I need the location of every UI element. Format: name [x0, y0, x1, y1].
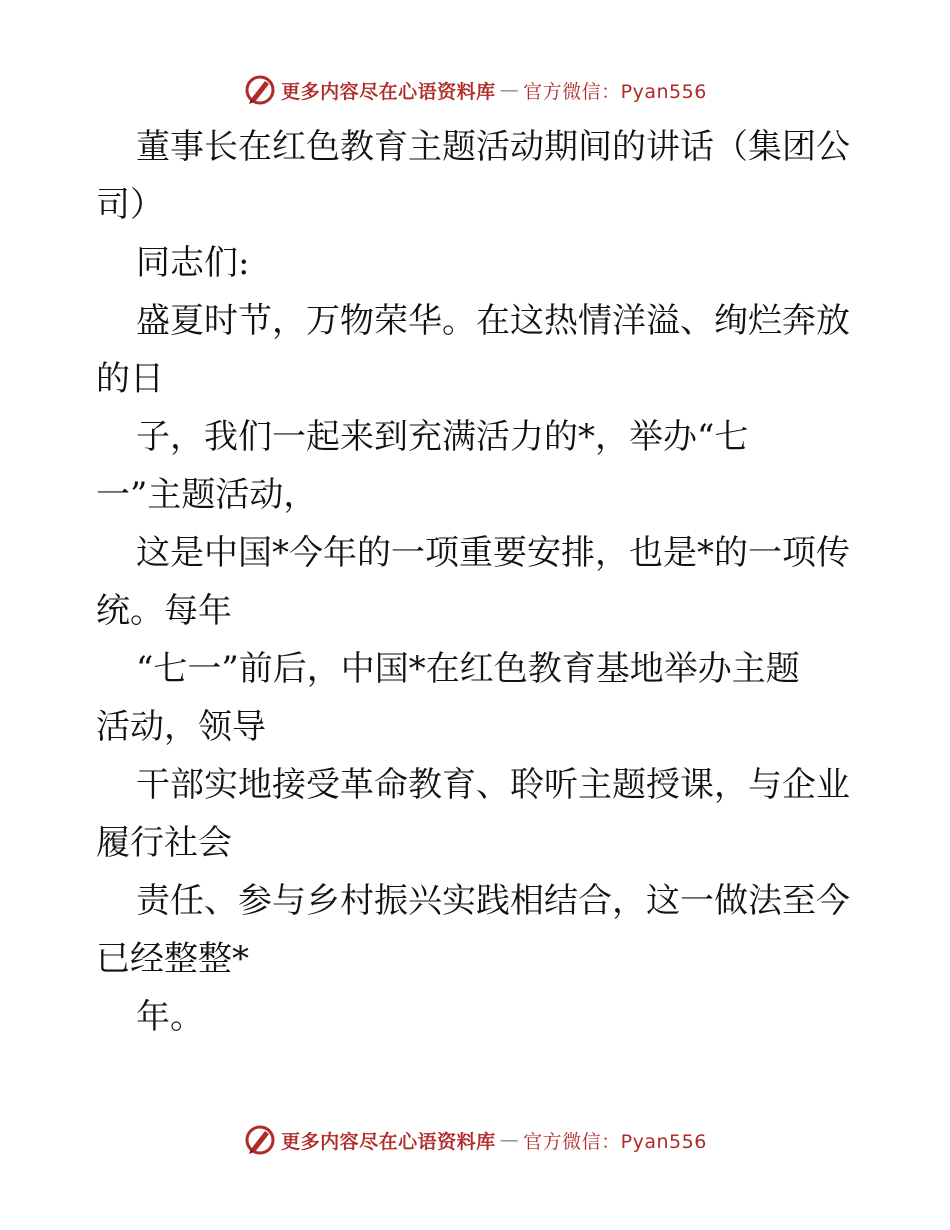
- doc-line: 子，我们一起来到充满活力的*，举办“七: [136, 417, 749, 457]
- doc-line: 年。: [136, 997, 204, 1037]
- doc-line: 干部实地接受革命教育、聆听主题授课，与企业: [136, 765, 850, 805]
- doc-line: 司）: [96, 185, 164, 225]
- footer-watermark: [0, 1120, 950, 1160]
- pen-logo-icon: [243, 1123, 277, 1157]
- doc-line: 统。每年: [96, 591, 232, 631]
- doc-line: 活动，领导: [96, 707, 266, 747]
- doc-line: “七一”前后，中国*在红色教育基地举办主题: [136, 649, 800, 689]
- doc-line: 这是中国*今年的一项重要安排，也是*的一项传: [136, 533, 850, 573]
- doc-line: 的日: [96, 359, 164, 399]
- watermark-wechat-text: 官方微信：Pyan556: [523, 1130, 707, 1153]
- document-body: [96, 118, 856, 1046]
- doc-line: 一”主题活动，: [96, 475, 318, 515]
- watermark-separator: —: [499, 1129, 520, 1151]
- header-watermark: [0, 70, 950, 110]
- watermark-separator: —: [499, 79, 520, 101]
- doc-line: 盛夏时节，万物荣华。在这热情洋溢、绚烂奔放: [136, 301, 850, 341]
- doc-line: 董事长在红色教育主题活动期间的讲话（集团公: [136, 127, 850, 167]
- watermark-main-text: 更多内容尽在心语资料库: [281, 1130, 496, 1153]
- watermark-wechat-text: 官方微信：Pyan556: [523, 80, 707, 103]
- watermark-main-text: 更多内容尽在心语资料库: [281, 80, 496, 103]
- doc-line: 已经整整*: [96, 939, 249, 979]
- doc-line: 责任、参与乡村振兴实践相结合，这一做法至今: [136, 881, 850, 921]
- pen-logo-icon: [243, 73, 277, 107]
- doc-line: 履行社会: [96, 823, 232, 863]
- doc-line: 同志们:: [136, 243, 250, 283]
